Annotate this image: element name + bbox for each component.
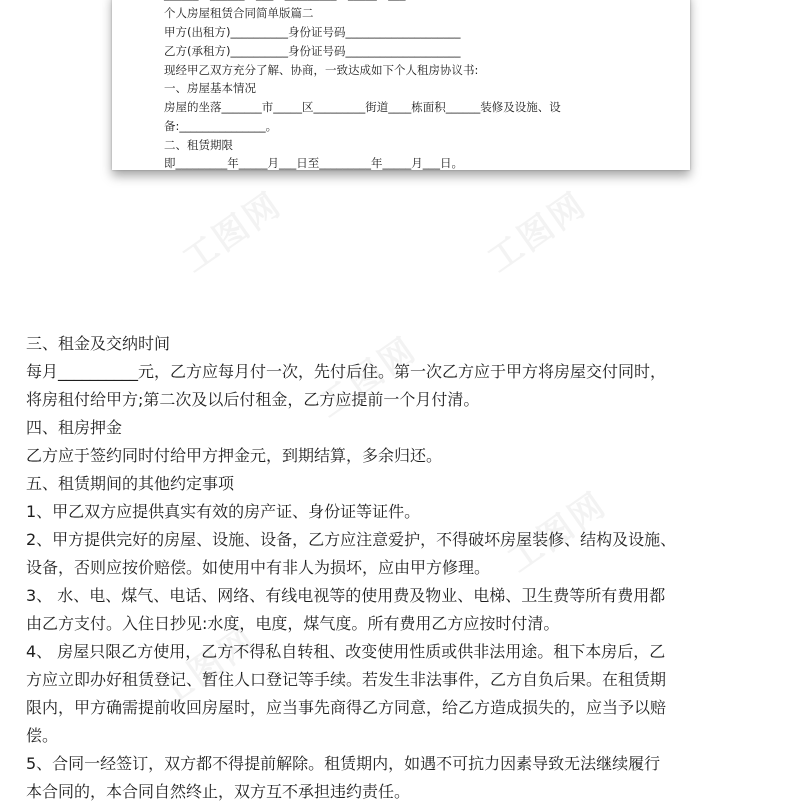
paragraph-line: 乙方应于签约同时付给甲方押金元，到期结算，多余归还。: [26, 446, 443, 465]
paragraph-line: 3、 水、电、煤气、电话、网络、有线电视等的使用费及物业、电梯、卫生费等所有费用都: [26, 586, 666, 605]
paragraph-line: 1、甲乙双方应提供真实有效的房产证、身份证等证件。: [26, 502, 421, 521]
paragraph-line: 设备，否则应按价赔偿。如使用中有非人为损坏，应由甲方修理。: [26, 558, 491, 577]
paragraph-line: 限内，甲方确需提前收回房屋时，应当事先商得乙方同意，给乙方造成损失的，应当予以赔: [26, 698, 667, 717]
document-preview-card: [112, 0, 690, 170]
paragraph-line: 由乙方支付。入住日抄见:水度，电度，煤气度。所有费用乙方应按时付清。: [26, 614, 560, 633]
watermark: 工图网: [480, 184, 595, 281]
paragraph-line: 4、 房屋只限乙方使用，乙方不得私自转租、改变使用性质或供非法用途。租下本房后，乙: [26, 642, 666, 661]
preview-line: 备:_______________。: [164, 119, 278, 133]
preview-line: 即_________年_____月___日至_________年_____月___日。: [164, 156, 463, 170]
preview-line: 现经甲乙双方充分了解、协商，一致达成如下个人租房协议书:: [164, 63, 479, 77]
paragraph-line: 偿。: [26, 726, 59, 745]
section-heading: 五、租赁期间的其他约定事项: [26, 474, 235, 493]
paragraph-line: 每月__________元，乙方应每月付一次，先付后住。第一次乙方应于甲方将房屋交付同时，: [26, 362, 667, 381]
watermark: 工图网: [150, 619, 265, 716]
paragraph-line: 将房租付给甲方;第二次及以后付租金，乙方应提前一个月付清。: [26, 390, 480, 409]
watermark: 工图网: [500, 484, 615, 581]
paragraph-line: 方应立即办好租赁登记、暂住人口登记等手续。若发生非法事件，乙方自负后果。在租赁期: [26, 670, 667, 689]
watermark: 工图网: [310, 329, 425, 426]
section-heading: 三、租金及交纳时间: [26, 334, 171, 353]
paragraph-line: 5、合同一经签订，双方都不得提前解除。租赁期内，如遇不可抗力因素导致无法继续履行: [26, 754, 661, 773]
preview-line: 一、房屋基本情况: [164, 81, 256, 95]
preview-line: 个人房屋租赁合同简单版篇二: [164, 6, 314, 20]
preview-line: 二、租赁期限: [164, 138, 233, 152]
preview-line: 乙方(承租方)__________身份证号码____________________: [164, 44, 461, 58]
paragraph-line: 本合同的，本合同自然终止，双方互不承担违约责任。: [26, 782, 411, 801]
preview-line: 房屋的坐落_______市_____区_________街道____栋面积______装修及设施、设: [164, 100, 561, 114]
section-heading: 四、租房押金: [26, 418, 123, 437]
watermark: 工图网: [175, 184, 290, 281]
paragraph-line: 2、甲方提供完好的房屋、设施、设备，乙方应注意爱护，不得破坏房屋装修、结构及设施、: [26, 530, 677, 549]
preview-line: 甲方(出租方)__________身份证号码____________________: [164, 25, 461, 39]
preview-line: [164, 0, 417, 1]
